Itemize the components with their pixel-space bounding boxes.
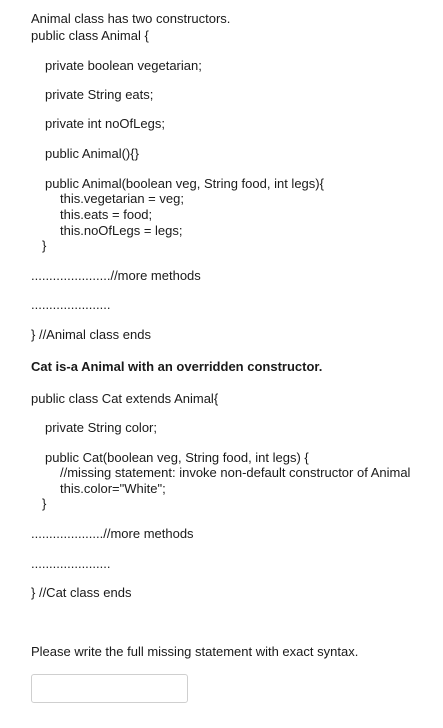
- intro-line: Animal class has two constructors.: [31, 11, 231, 26]
- code-line: ......................: [31, 556, 111, 571]
- code-line: private int noOfLegs;: [45, 116, 165, 131]
- code-line: //missing statement: invoke non-default constructor of Animal: [60, 465, 411, 480]
- code-line: private String color;: [45, 420, 157, 435]
- code-line: ......................: [31, 297, 111, 312]
- code-line: this.noOfLegs = legs;: [60, 223, 183, 238]
- code-line: this.eats = food;: [60, 207, 153, 222]
- answer-input[interactable]: [31, 674, 188, 703]
- code-line: private String eats;: [45, 87, 154, 102]
- code-line: this.vegetarian = veg;: [60, 191, 184, 206]
- code-line: ....................//more methods: [31, 526, 194, 541]
- code-line: }: [42, 496, 47, 511]
- code-line: this.color="White";: [60, 481, 166, 496]
- code-line: private boolean vegetarian;: [45, 58, 202, 73]
- code-line: public Animal(boolean veg, String food, int legs){: [45, 176, 324, 191]
- section-heading: Cat is-a Animal with an overridden constructor.: [31, 359, 323, 374]
- code-line: public class Animal {: [31, 28, 149, 43]
- code-line: ......................//more methods: [31, 268, 201, 283]
- code-line: public Animal(){}: [45, 146, 139, 161]
- question-prompt: Please write the full missing statement with exact syntax.: [31, 644, 359, 659]
- code-line: }: [42, 238, 47, 253]
- code-line: public Cat(boolean veg, String food, int legs) {: [45, 450, 309, 465]
- code-line: } //Animal class ends: [31, 327, 151, 342]
- code-line: } //Cat class ends: [31, 585, 132, 600]
- code-line: public class Cat extends Animal{: [31, 391, 219, 406]
